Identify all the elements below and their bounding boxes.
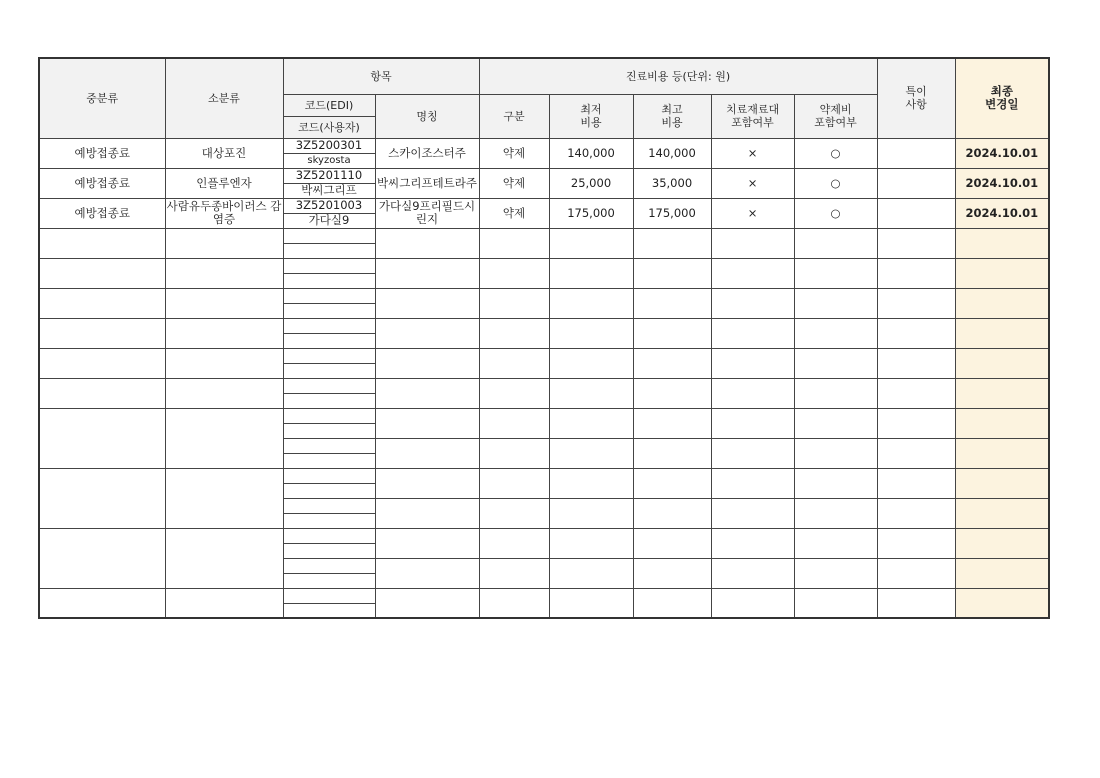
- empty-cell: [633, 558, 711, 588]
- header-note: [877, 58, 955, 138]
- empty-cell: [283, 423, 375, 438]
- empty-cell: [711, 348, 794, 378]
- header-code-edi: 코드(EDI): [283, 94, 375, 116]
- empty-cell: [794, 498, 877, 528]
- header-drug-line1: 약제비: [819, 103, 852, 116]
- header-final-line1: 최종: [990, 84, 1013, 99]
- empty-cell: [711, 318, 794, 348]
- empty-cell: [375, 258, 479, 288]
- empty-cell: [711, 408, 794, 438]
- header-note-line2: 사항: [905, 98, 927, 112]
- empty-cell: [39, 588, 165, 618]
- row1-type: 약제: [479, 138, 549, 168]
- empty-cell: [283, 348, 375, 363]
- row3-sub: 사람유두종바이러스 감염증: [166, 199, 282, 226]
- empty-cell: [39, 408, 165, 468]
- empty-cell: [794, 348, 877, 378]
- empty-cell: [283, 408, 375, 423]
- empty-cell: [165, 228, 283, 258]
- row2-material: ×: [711, 168, 794, 198]
- empty-cell: [283, 603, 375, 618]
- empty-cell: [711, 468, 794, 498]
- empty-cell: [283, 513, 375, 528]
- empty-cell: [877, 258, 955, 288]
- empty-cell: [711, 438, 794, 468]
- empty-cell: [794, 528, 877, 558]
- empty-cell: [633, 498, 711, 528]
- empty-cell: [479, 408, 549, 438]
- row3-material: ×: [711, 198, 794, 228]
- header-material-line1: 치료재료대: [725, 103, 780, 116]
- header-min-cost-line1: 최저: [580, 103, 602, 116]
- empty-cell: [711, 378, 794, 408]
- row3-code-user: 가다실9: [283, 213, 375, 228]
- empty-cell: [711, 498, 794, 528]
- row3-name: 가다실9프리필드시린지: [375, 198, 479, 228]
- empty-cell: [375, 558, 479, 588]
- row2-type: 약제: [479, 168, 549, 198]
- row2-code-edi: 3Z5201110: [283, 168, 375, 183]
- row2-name: 박씨그리프테트라주: [375, 168, 479, 198]
- row2-max: 35,000: [633, 168, 711, 198]
- header-material-included: [711, 94, 794, 138]
- empty-cell: [165, 408, 283, 468]
- empty-cell: [549, 498, 633, 528]
- empty-cell: [283, 573, 375, 588]
- empty-cell: [633, 258, 711, 288]
- empty-cell: [375, 378, 479, 408]
- empty-cell: [955, 378, 1049, 408]
- empty-cell: [283, 438, 375, 453]
- header-name: 명칭: [375, 94, 479, 138]
- header-drug-line2: 포함여부: [814, 116, 857, 129]
- row3-mid: 예방접종료: [39, 198, 165, 228]
- header-final-change-date: [955, 58, 1049, 138]
- empty-cell: [794, 378, 877, 408]
- header-mid-category: 중분류: [39, 58, 165, 138]
- empty-cell: [633, 588, 711, 618]
- empty-cell: [794, 288, 877, 318]
- empty-cell: [283, 558, 375, 573]
- empty-cell: [479, 348, 549, 378]
- empty-cell: [794, 438, 877, 468]
- empty-cell: [165, 348, 283, 378]
- row2-min: 25,000: [549, 168, 633, 198]
- empty-cell: [955, 258, 1049, 288]
- empty-cell: [955, 348, 1049, 378]
- empty-cell: [479, 498, 549, 528]
- header-max-cost: [633, 94, 711, 138]
- empty-cell: [549, 318, 633, 348]
- empty-cell: [283, 378, 375, 393]
- header-min-cost: [549, 94, 633, 138]
- empty-cell: [375, 318, 479, 348]
- header-type: 구분: [479, 94, 549, 138]
- empty-cell: [39, 468, 165, 528]
- empty-cell: [633, 408, 711, 438]
- empty-cell: [877, 438, 955, 468]
- empty-cell: [794, 468, 877, 498]
- row1-min: 140,000: [549, 138, 633, 168]
- empty-cell: [39, 348, 165, 378]
- empty-cell: [375, 408, 479, 438]
- empty-cell: [633, 348, 711, 378]
- empty-cell: [877, 378, 955, 408]
- row1-material: ×: [711, 138, 794, 168]
- empty-cell: [955, 228, 1049, 258]
- empty-cell: [877, 468, 955, 498]
- empty-cell: [955, 408, 1049, 438]
- empty-cell: [955, 468, 1049, 498]
- empty-cell: [549, 288, 633, 318]
- row2-sub: 인플루엔자: [165, 168, 283, 198]
- empty-cell: [549, 588, 633, 618]
- empty-cell: [39, 258, 165, 288]
- empty-cell: [877, 498, 955, 528]
- empty-cell: [794, 588, 877, 618]
- empty-cell: [794, 408, 877, 438]
- empty-cell: [479, 588, 549, 618]
- empty-cell: [633, 438, 711, 468]
- empty-cell: [375, 468, 479, 498]
- row2-mid: 예방접종료: [39, 168, 165, 198]
- empty-cell: [955, 318, 1049, 348]
- empty-cell: [955, 528, 1049, 558]
- row1-drug: ○: [794, 138, 877, 168]
- empty-cell: [877, 318, 955, 348]
- empty-cell: [549, 348, 633, 378]
- empty-cell: [165, 528, 283, 588]
- empty-cell: [955, 498, 1049, 528]
- header-material-line2: 포함여부: [731, 116, 774, 129]
- header-min-cost-line2: 비용: [580, 116, 602, 129]
- row3-type: 약제: [479, 198, 549, 228]
- row1-final: 2024.10.01: [955, 138, 1049, 168]
- row1-sub: 대상포진: [165, 138, 283, 168]
- empty-cell: [283, 483, 375, 498]
- empty-cell: [165, 288, 283, 318]
- empty-cell: [711, 588, 794, 618]
- empty-cell: [633, 288, 711, 318]
- empty-cell: [877, 228, 955, 258]
- empty-cell: [479, 288, 549, 318]
- empty-cell: [479, 318, 549, 348]
- row3-min: 175,000: [549, 198, 633, 228]
- empty-cell: [549, 408, 633, 438]
- empty-cell: [633, 228, 711, 258]
- empty-cell: [479, 528, 549, 558]
- empty-cell: [711, 228, 794, 258]
- row2-note: [877, 168, 955, 198]
- header-max-cost-line2: 비용: [661, 116, 683, 129]
- empty-cell: [549, 438, 633, 468]
- empty-cell: [549, 468, 633, 498]
- empty-cell: [39, 228, 165, 258]
- empty-cell: [283, 273, 375, 288]
- empty-cell: [479, 438, 549, 468]
- empty-cell: [877, 588, 955, 618]
- empty-cell: [549, 528, 633, 558]
- empty-cell: [283, 303, 375, 318]
- header-final-line2: 변경일: [985, 97, 1019, 112]
- header-max-cost-line1: 최고: [661, 103, 683, 116]
- empty-cell: [633, 318, 711, 348]
- empty-cell: [877, 528, 955, 558]
- empty-cell: [633, 528, 711, 558]
- empty-cell: [283, 528, 375, 543]
- empty-cell: [39, 288, 165, 318]
- empty-cell: [283, 588, 375, 603]
- row2-code-user: 박씨그리프: [283, 183, 375, 198]
- empty-cell: [549, 258, 633, 288]
- row3-code-edi: 3Z5201003: [283, 198, 375, 213]
- empty-cell: [283, 243, 375, 258]
- empty-cell: [375, 528, 479, 558]
- empty-cell: [711, 528, 794, 558]
- empty-cell: [283, 318, 375, 333]
- fee-table: [38, 57, 1050, 619]
- header-code-user: 코드(사용자): [283, 116, 375, 138]
- row1-code-edi: 3Z5200301: [283, 138, 375, 153]
- row1-max: 140,000: [633, 138, 711, 168]
- empty-cell: [283, 363, 375, 378]
- empty-cell: [479, 558, 549, 588]
- empty-cell: [794, 228, 877, 258]
- empty-cell: [794, 318, 877, 348]
- empty-cell: [549, 228, 633, 258]
- empty-cell: [877, 558, 955, 588]
- row3-drug: ○: [794, 198, 877, 228]
- empty-cell: [283, 228, 375, 243]
- row1-code-user: skyzosta: [283, 153, 375, 168]
- empty-cell: [39, 378, 165, 408]
- empty-cell: [283, 543, 375, 558]
- header-drug-included: [794, 94, 877, 138]
- empty-cell: [479, 378, 549, 408]
- empty-cell: [375, 498, 479, 528]
- header-sub-category: 소분류: [165, 58, 283, 138]
- empty-cell: [283, 258, 375, 273]
- empty-cell: [955, 558, 1049, 588]
- row2-drug: ○: [794, 168, 877, 198]
- empty-cell: [479, 258, 549, 288]
- empty-cell: [283, 288, 375, 303]
- empty-cell: [375, 288, 479, 318]
- empty-cell: [955, 588, 1049, 618]
- empty-cell: [794, 558, 877, 588]
- empty-cell: [375, 588, 479, 618]
- row1-mid: 예방접종료: [39, 138, 165, 168]
- empty-cell: [955, 438, 1049, 468]
- empty-cell: [283, 468, 375, 483]
- empty-cell: [375, 438, 479, 468]
- empty-cell: [283, 453, 375, 468]
- row1-name: 스카이조스터주: [375, 138, 479, 168]
- empty-cell: [877, 408, 955, 438]
- empty-cell: [877, 288, 955, 318]
- empty-cell: [633, 468, 711, 498]
- empty-cell: [283, 498, 375, 513]
- empty-cell: [711, 288, 794, 318]
- empty-cell: [283, 393, 375, 408]
- empty-cell: [165, 318, 283, 348]
- empty-cell: [479, 228, 549, 258]
- empty-cell: [877, 348, 955, 378]
- empty-cell: [283, 333, 375, 348]
- empty-cell: [165, 588, 283, 618]
- empty-cell: [165, 378, 283, 408]
- empty-cell: [633, 378, 711, 408]
- row3-final: 2024.10.01: [955, 198, 1049, 228]
- empty-cell: [479, 468, 549, 498]
- empty-cell: [165, 468, 283, 528]
- empty-cell: [549, 558, 633, 588]
- empty-cell: [165, 258, 283, 288]
- row3-max: 175,000: [633, 198, 711, 228]
- empty-cell: [955, 288, 1049, 318]
- empty-cell: [375, 228, 479, 258]
- empty-cell: [549, 378, 633, 408]
- header-note-line1: 특이: [905, 85, 927, 99]
- header-item-group: 항목: [283, 58, 479, 94]
- row2-final: 2024.10.01: [955, 168, 1049, 198]
- row1-note: [877, 138, 955, 168]
- row3-note: [877, 198, 955, 228]
- empty-cell: [794, 258, 877, 288]
- empty-cell: [711, 558, 794, 588]
- empty-cell: [711, 258, 794, 288]
- empty-cell: [39, 528, 165, 588]
- header-cost-group: 진료비용 등(단위: 원): [479, 58, 877, 94]
- empty-cell: [39, 318, 165, 348]
- empty-cell: [375, 348, 479, 378]
